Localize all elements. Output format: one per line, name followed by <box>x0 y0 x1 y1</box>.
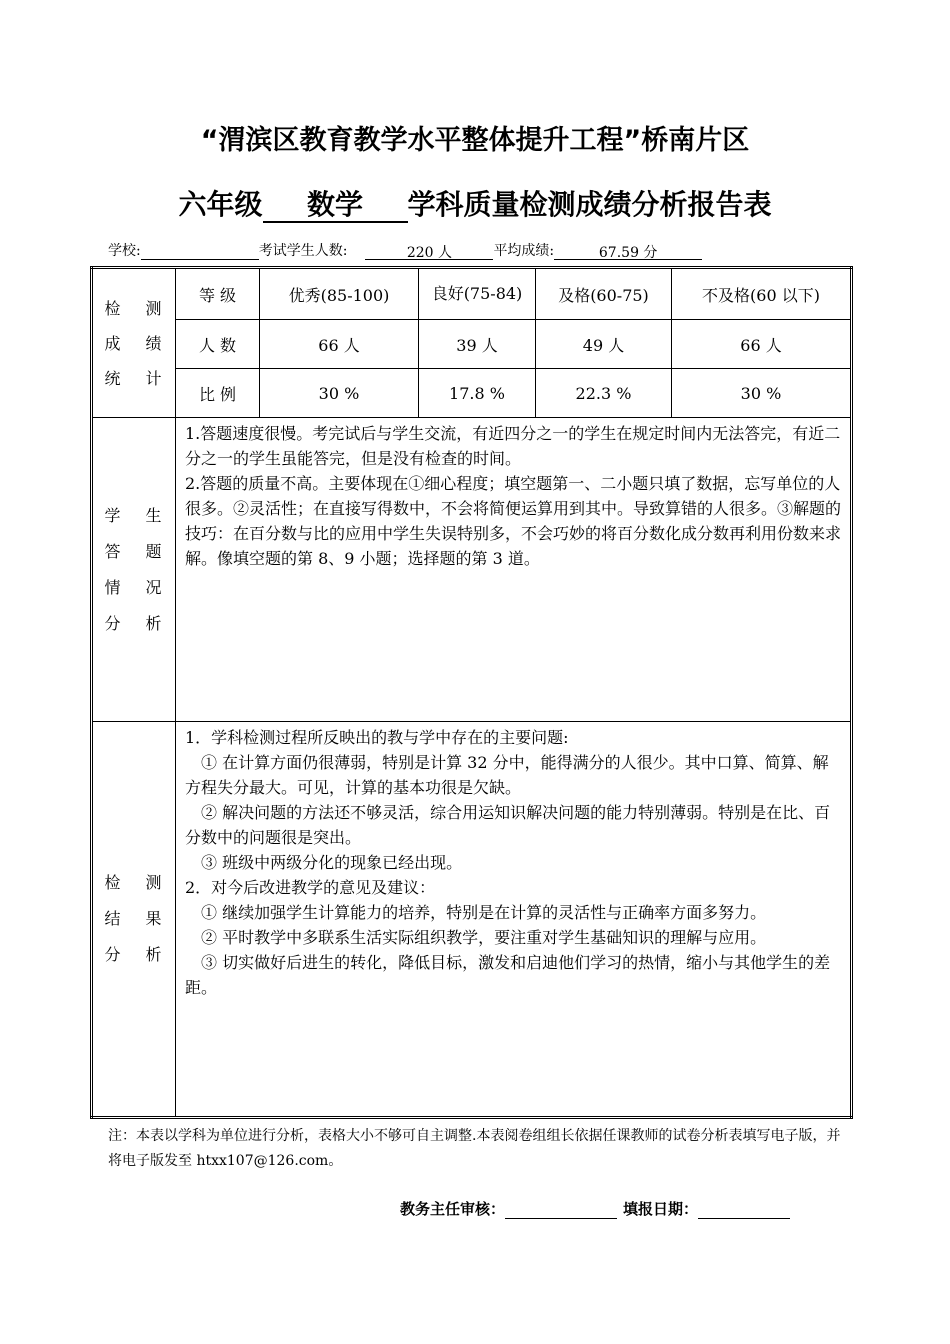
count-excellent: 66 人 <box>260 320 419 369</box>
grade-text: 六年级 <box>178 188 263 221</box>
average-field: 67.59 分 <box>554 242 702 260</box>
footnote: 注：本表以学科为单位进行分析，表格大小不够可自主调整.本表阅卷组组长依据任课教师的试卷分析表填写电子版，并将电子版发至 htxx107@126.com。 <box>108 1128 841 1169</box>
ratio-fail: 30 % <box>672 369 852 418</box>
answer-analysis-body <box>176 418 852 722</box>
ratio-pass: 22.3 % <box>536 369 672 418</box>
answer-analysis-header: 学 生 答 题 情 况 分 析 <box>92 418 176 722</box>
result-paragraph: ③ 班级中两级分化的现象已经出现。 <box>201 853 463 872</box>
result-paragraph: ② 平时教学中多联系生活实际组织教学，要注重对学生基础知识的理解与应用。 <box>201 928 767 947</box>
subtitle-suffix: 学科质量检测成绩分析报告表 <box>407 188 772 221</box>
ratio-good: 17.8 % <box>419 369 536 418</box>
result-paragraph: 1．学科检测过程所反映出的教与学中存在的主要问题: <box>185 728 569 747</box>
result-paragraph: ① 在计算方面仍很薄弱，特别是计算 32 分中，能得满分的人很少。其中口算、简算、解方程失分最大。可见，计算的基本功很是欠缺。 <box>185 753 829 797</box>
students-field: 220 人 <box>365 242 493 260</box>
director-label: 教务主任审核： <box>400 1200 506 1218</box>
count-good: 39 人 <box>419 320 536 369</box>
ratio-excellent: 30 % <box>260 369 419 418</box>
result-analysis-body <box>176 722 852 1118</box>
school-label: 学校: <box>108 243 141 259</box>
document-subtitle <box>0 183 950 223</box>
count-label: 人 数 <box>176 320 260 369</box>
signature-row <box>400 1198 790 1219</box>
answer-paragraph: 1.答题速度很慢。考完试后与学生交流，有近四分之一的学生在规定时间内无法答完，有近二分之一的学生虽能答完，但是没有检查的时间。 <box>185 424 841 468</box>
result-paragraph: ① 继续加强学生计算能力的培养，特别是在计算的灵活性与正确率方面多努力。 <box>201 903 767 922</box>
ratio-label: 比 例 <box>176 369 260 418</box>
average-label: 平均成绩: <box>493 243 555 259</box>
result-analysis-header: 检 测 结 果 分 析 <box>92 722 176 1118</box>
director-field[interactable] <box>505 1202 617 1219</box>
report-table <box>90 266 853 1119</box>
grade-pass: 及格(60-75) <box>536 268 672 320</box>
date-label: 填报日期： <box>623 1200 699 1218</box>
school-field <box>141 242 259 260</box>
grade-excellent: 优秀(85-100) <box>260 268 419 320</box>
grade-label: 等 级 <box>176 268 260 320</box>
result-paragraph: 2．对今后改进教学的意见及建议： <box>185 878 436 897</box>
count-pass: 49 人 <box>536 320 672 369</box>
result-paragraph: ③ 切实做好后进生的转化，降低目标，激发和启迪他们学习的热情，缩小与其他学生的差距。 <box>185 953 831 997</box>
info-row <box>108 240 702 260</box>
date-field[interactable] <box>698 1202 790 1219</box>
students-label: 考试学生人数: <box>258 243 348 259</box>
subject-field: 数学 <box>263 189 408 223</box>
count-fail: 66 人 <box>672 320 852 369</box>
grade-fail: 不及格(60 以下) <box>672 268 852 320</box>
grade-good: 良好(75-84) <box>419 268 536 320</box>
result-paragraph: ② 解决问题的方法还不够灵活，综合用运知识解决问题的能力特别薄弱。特别是在比、百分数中的问题很是突出。 <box>185 803 831 847</box>
stats-header: 检 测 成 绩 统 计 <box>92 268 176 418</box>
answer-paragraph: 2.答题的质量不高。主要体现在①细心程度；填空题第一、二小题只填了数据，忘写单位的人很多。②灵活性；在直接写得数中，不会将简便运算用到其中。导致算错的人很多。③解题的技巧：在百分数与比的应用中学生失误特别多，不会巧妙的将百分数化成分数再利用份数来求解。像填空题的第 8、9 小题；选择题的第 3 道。 <box>185 474 842 568</box>
document-title: “渭滨区教育教学水平整体提升工程”桥南片区 <box>200 125 750 156</box>
